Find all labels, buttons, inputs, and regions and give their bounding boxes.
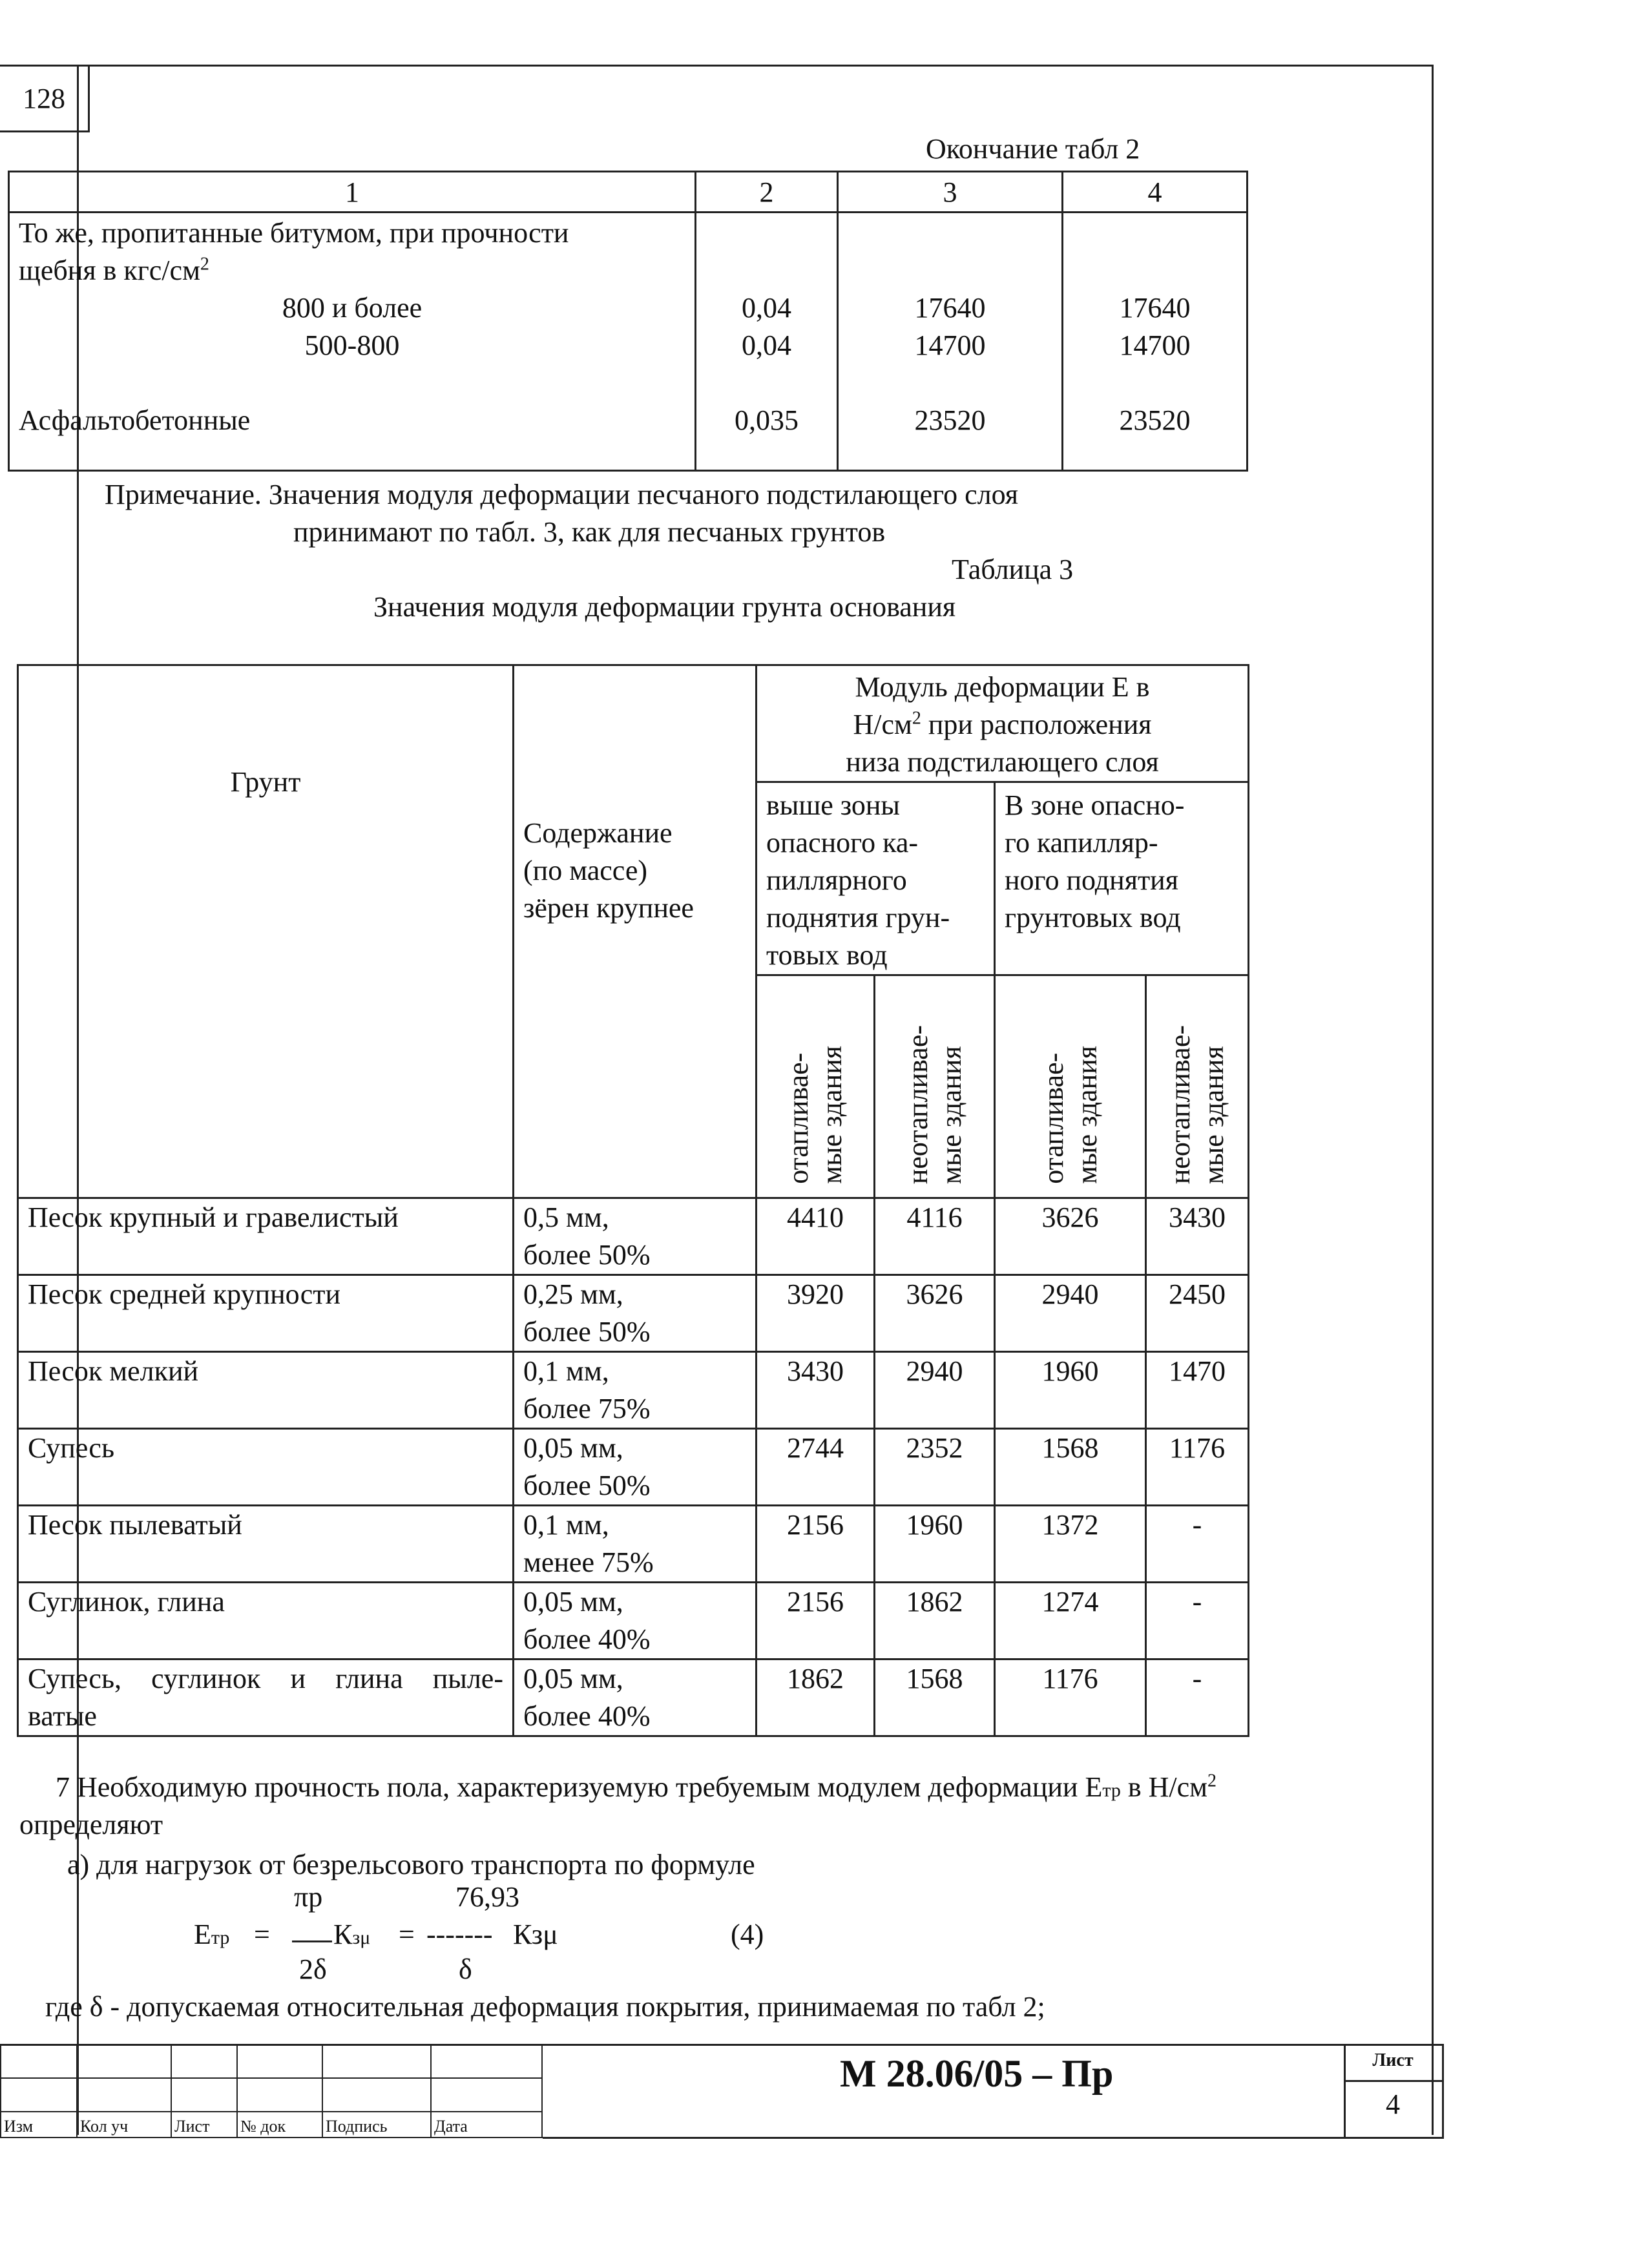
table3-header-content: Содержание (по массе) зёрен крупнее <box>514 665 757 1198</box>
table3-value: 2156 <box>757 1583 875 1659</box>
table-row <box>18 1506 1249 1583</box>
table3-value: 1862 <box>875 1583 995 1659</box>
table2-row-label: 500-800 <box>304 329 400 361</box>
document-code: М 28.06/05 – Пр <box>840 2052 1114 2095</box>
table2-cell: 0,035 <box>735 404 799 436</box>
table-row <box>18 1275 1249 1352</box>
table3 <box>17 664 1249 1737</box>
table2-cell: 14700 <box>1119 329 1191 361</box>
sheet-label: Лист <box>1372 2050 1414 2070</box>
where-line: где δ - допускаемая относительная деформация покрытия, принимаемая по табл 2; <box>45 1991 1045 2023</box>
table-row <box>18 1659 1249 1736</box>
table3-soil: Песок мелкий <box>18 1352 514 1429</box>
table3-content: 0,25 мм, более 50% <box>514 1275 757 1352</box>
table2-cell: 23520 <box>914 404 986 436</box>
stamp-col-label: Подпись <box>322 2112 431 2138</box>
table-row <box>18 1583 1249 1659</box>
table3-soil: Суглинок, глина <box>18 1583 514 1659</box>
table3-value: 1960 <box>995 1352 1146 1429</box>
table3-header-in-zone: В зоне опасно- го капилляр- ного поднятия грунтовых вод <box>995 782 1249 975</box>
table3-header-above-zone: выше зоны опасного ка- пиллярного поднятия грун- товых вод <box>757 782 995 975</box>
para-a: а) для нагрузок от безрельсового транспорта по формуле <box>67 1849 755 1880</box>
table3-value: 1862 <box>757 1659 875 1736</box>
table3-value: 2744 <box>757 1429 875 1506</box>
table3-value: - <box>1146 1506 1249 1583</box>
sheet-number: 4 <box>1386 2088 1400 2120</box>
stamp-col-label: № док <box>237 2112 322 2138</box>
table3-header-unheated-1: неотапливае- мые здания <box>875 975 995 1198</box>
page-number: 128 <box>0 65 90 132</box>
table2-row-label: Асфальтобетонные <box>19 404 251 436</box>
formula-k2: Кзμ <box>513 1919 558 1950</box>
table2-col4 <box>1063 213 1248 471</box>
formula-eq1: = <box>254 1919 270 1950</box>
table-row <box>18 1429 1249 1506</box>
formula-den1: 2δ <box>299 1953 327 1985</box>
table2-label-cell <box>9 213 696 471</box>
table3-value: - <box>1146 1583 1249 1659</box>
table3-soil: Песок средней крупности <box>18 1275 514 1352</box>
table3-header-heated-1: отапливае- мые здания <box>757 975 875 1198</box>
table2-cell: 14700 <box>914 329 986 361</box>
table3-value: 1274 <box>995 1583 1146 1659</box>
table2-col2 <box>696 213 838 471</box>
sheet-divider <box>1344 2080 1442 2082</box>
table2-cell: 17640 <box>1119 292 1191 324</box>
table2-intro-2: щебня в кгс/$см^2$ <box>19 254 209 286</box>
table3-value: - <box>1146 1659 1249 1736</box>
table3-value: 2450 <box>1146 1275 1249 1352</box>
table3-soil: Песок пылеватый <box>18 1506 514 1583</box>
table2-cell: 17640 <box>914 292 986 324</box>
table3-header-modulus: Модуль деформации Е в $Н/см^2$ при расположения низа подстилающего слоя <box>757 665 1249 782</box>
table3-value: 1176 <box>1146 1429 1249 1506</box>
table3-title: Значения модуля деформации грунта основания <box>373 591 956 623</box>
table3-soil: Супесь <box>18 1429 514 1506</box>
table3-value: 1568 <box>875 1659 995 1736</box>
formula-number: (4) <box>731 1919 764 1950</box>
stamp-col-label: Изм <box>1 2112 77 2138</box>
table-row <box>18 1352 1249 1429</box>
table2-cell: 0,04 <box>742 292 791 324</box>
formula-eq2: = <box>399 1919 415 1950</box>
table2-col3 <box>838 213 1063 471</box>
formula-num1: πр <box>294 1881 323 1913</box>
table3-soil: Супесь, суглинок и глина пыле- ватые <box>18 1659 514 1736</box>
formula-fraction-bar <box>292 1940 332 1942</box>
table3-content: 0,1 мм, более 75% <box>514 1352 757 1429</box>
table3-value: 2352 <box>875 1429 995 1506</box>
table3-value: 4410 <box>757 1198 875 1275</box>
table3-value: 1372 <box>995 1506 1146 1583</box>
table3-value: 1470 <box>1146 1352 1249 1429</box>
table3-content: 0,1 мм, менее 75% <box>514 1506 757 1583</box>
table3-content: 0,05 мм, более 40% <box>514 1659 757 1736</box>
table-row <box>18 1198 1249 1275</box>
formula-dashes: ------- <box>426 1919 493 1950</box>
table2-header-2: 2 <box>696 172 838 213</box>
table3-value: 4116 <box>875 1198 995 1275</box>
stamp-col-label: Дата <box>431 2112 542 2138</box>
formula-num2: 76,93 <box>455 1881 519 1913</box>
table3-value: 3920 <box>757 1275 875 1352</box>
table2-header-4: 4 <box>1063 172 1248 213</box>
para7-line2: определяют <box>19 1809 163 1840</box>
table3-content: 0,05 мм, более 50% <box>514 1429 757 1506</box>
note-line-2: принимают по табл. 3, как для песчаных грунтов <box>293 516 886 548</box>
table3-content: 0,05 мм, более 40% <box>514 1583 757 1659</box>
table3-content: 0,5 мм, более 50% <box>514 1198 757 1275</box>
stamp-col-label: Лист <box>171 2112 237 2138</box>
table2-header-3: 3 <box>838 172 1063 213</box>
stamp-col-label: Кол уч <box>77 2112 171 2138</box>
table3-value: 3430 <box>1146 1198 1249 1275</box>
table2-row-label: 800 и более <box>282 292 423 324</box>
table3-value: 3626 <box>875 1275 995 1352</box>
table2 <box>8 171 1248 472</box>
formula-den2: δ <box>459 1953 472 1985</box>
table3-value: 1568 <box>995 1429 1146 1506</box>
table3-value: 3626 <box>995 1198 1146 1275</box>
table3-soil: Песок крупный и гравелистый <box>18 1198 514 1275</box>
table3-value: 1176 <box>995 1659 1146 1736</box>
table3-label: Таблица 3 <box>952 554 1074 585</box>
table3-value: 1960 <box>875 1506 995 1583</box>
para7-line1: 7 Необходимую прочность пола, характеризуемую требуемым модулем деформации Етр в $Н/см^2$ <box>56 1771 1217 1803</box>
title-block-grid <box>0 2044 543 2138</box>
table3-header-heated-2: отапливае- мые здания <box>995 975 1146 1198</box>
table2-header-1: 1 <box>9 172 696 213</box>
table3-value: 2156 <box>757 1506 875 1583</box>
table3-header-unheated-2: неотапливае- мые здания <box>1146 975 1249 1198</box>
table2-cell: 23520 <box>1119 404 1191 436</box>
table2-cell: 0,04 <box>742 329 791 361</box>
table3-header-soil: Грунт <box>18 665 514 1198</box>
table3-value: 3430 <box>757 1352 875 1429</box>
formula-lhs: Етр <box>194 1919 230 1950</box>
formula-k1: Кзμ <box>333 1919 371 1950</box>
table3-value: 2940 <box>995 1275 1146 1352</box>
table2-caption: Окончание табл 2 <box>926 133 1140 165</box>
note-line-1: Примечание. Значения модуля деформации песчаного подстилающего слоя <box>105 479 1019 510</box>
table3-value: 2940 <box>875 1352 995 1429</box>
table2-intro-1: То же, пропитанные битумом, при прочности <box>19 217 569 249</box>
